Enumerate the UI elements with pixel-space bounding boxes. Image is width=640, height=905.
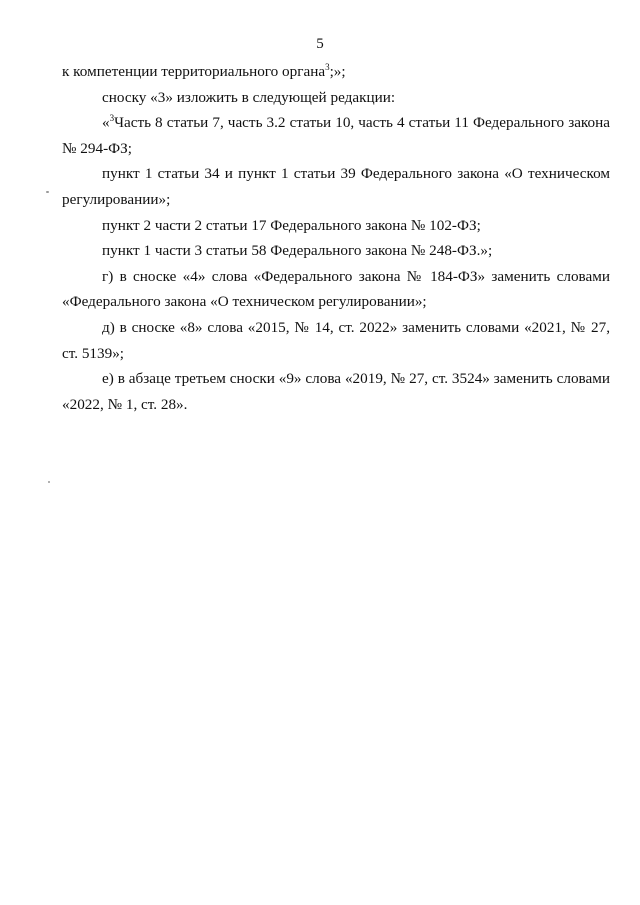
paragraph-competence xyxy=(62,59,610,85)
page-number: 5 xyxy=(316,36,324,52)
paragraph-footnote-3-intro: сноску «3» изложить в следующей редакции: xyxy=(102,88,396,106)
footnote-marker: 3 xyxy=(109,113,115,124)
paragraph-article-58: пункт 1 части 3 статьи 58 Федерального закона № 248-ФЗ.»; xyxy=(102,242,493,260)
paragraph-item-e: е) в абзаце третьем сноски «9» слова «2019, № 27, ст. 3524» заменить словами «2022, № 1, ст. 28». xyxy=(62,370,610,413)
scan-speck xyxy=(46,191,49,193)
paragraph-item-d: д) в сноске «8» слова «2015, № 14, ст. 2022» заменить словами «2021, № 27, ст. 5139»; xyxy=(62,318,610,362)
paragraph-text: « xyxy=(102,114,110,132)
paragraph-article-17: пункт 2 части 2 статьи 17 Федерального закона № 102-ФЗ; xyxy=(102,216,481,234)
paragraph-article-34: пункт 1 статьи 34 и пункт 1 статьи 39 Федерального закона «О техническом регулировании»; xyxy=(62,165,610,208)
paragraph-item-g: г) в сноске «4» слова «Федерального закона № 184-ФЗ» заменить словами «Федерального закона «О техническом регулировании»; xyxy=(62,267,610,311)
scan-speck xyxy=(48,481,50,483)
paragraph-footnote-3-text xyxy=(62,110,610,161)
footnote-marker: 3 xyxy=(325,62,330,72)
document-body xyxy=(62,59,610,417)
paragraph-text: Часть 8 статьи 7, часть 3.2 статьи 10, часть 4 статьи 11 Федерального закона № 294-ФЗ; xyxy=(62,114,610,157)
paragraph-text: к компетенции территориального органа xyxy=(62,63,326,80)
paragraph-text: ;»; xyxy=(329,63,346,80)
